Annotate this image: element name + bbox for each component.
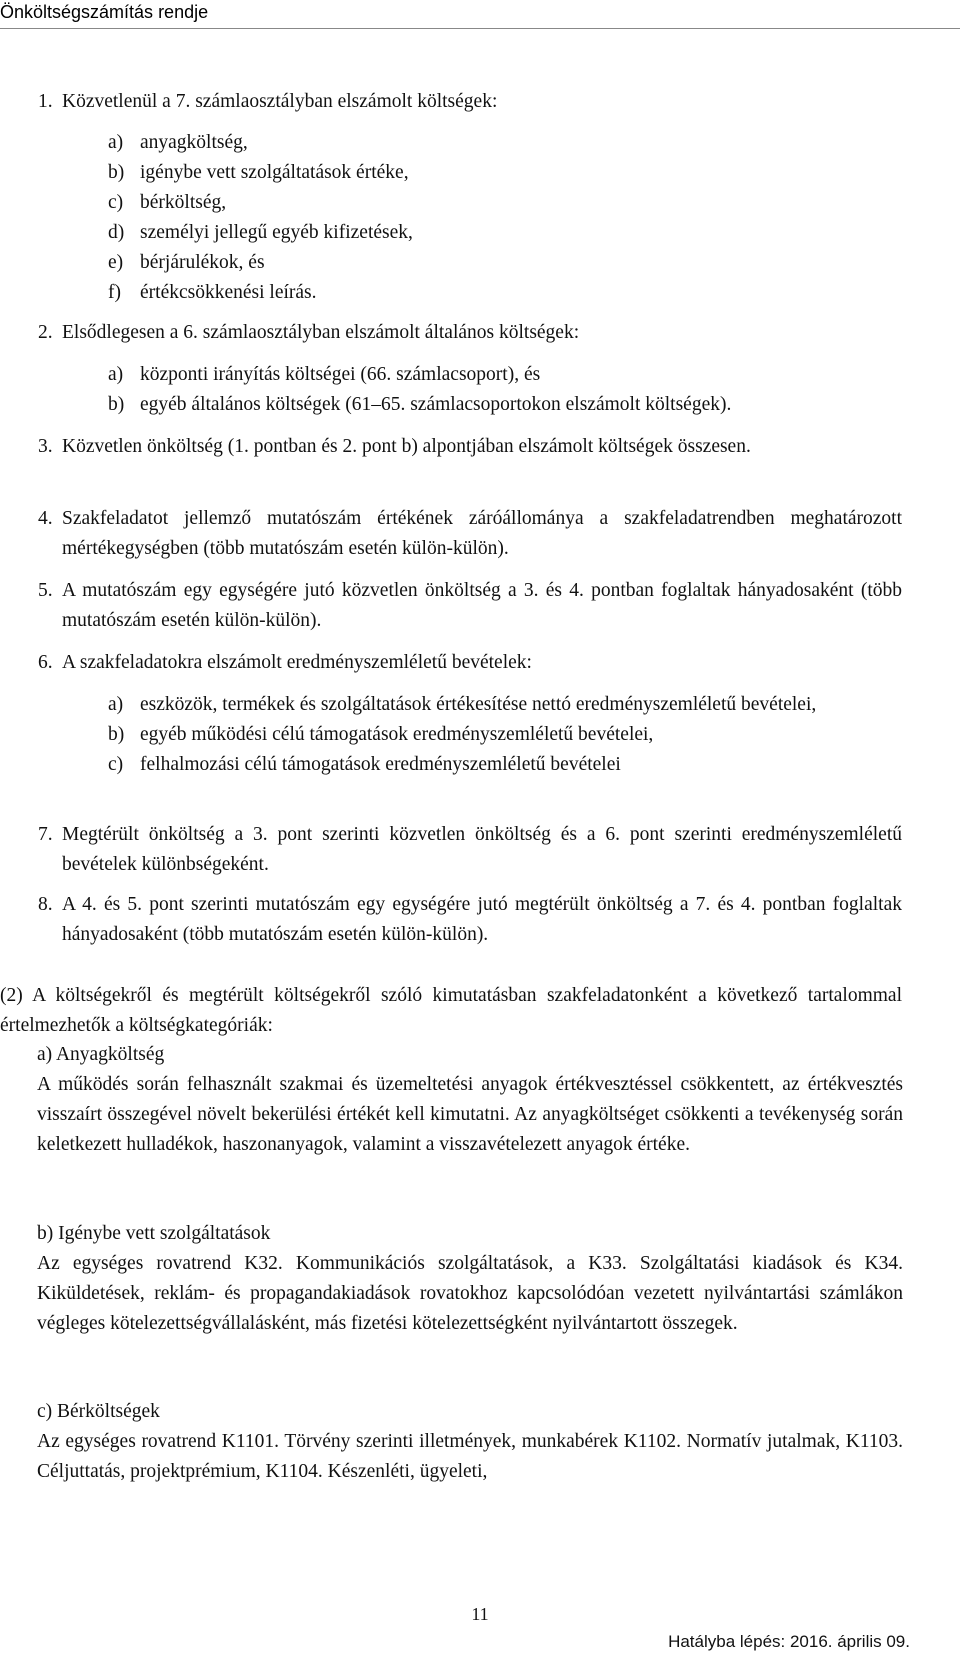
item-number: 6.	[38, 652, 53, 673]
numbered-item	[0, 576, 902, 636]
item-2	[0, 318, 902, 348]
sub-item	[0, 720, 900, 750]
item-6-sublist	[0, 690, 900, 780]
item-number: 1.	[38, 91, 53, 112]
sub-text: központi irányítás költségei (66. számlacsoport), és	[140, 364, 541, 385]
sub-marker: a)	[108, 364, 124, 385]
item-text: Megtérült önköltség a 3. pont szerinti közvetlen önköltség és a 6. pont szerinti eredményszemléletű bevételek különbségeként.	[62, 824, 902, 875]
item-number: 3.	[38, 436, 53, 457]
item-text: A szakfeladatokra elszámolt eredményszemléletű bevételek:	[62, 652, 532, 673]
category-title: c) Bérköltségek	[37, 1401, 160, 1422]
sub-marker: c)	[108, 192, 124, 213]
sub-text: bérköltség,	[140, 192, 227, 213]
numbered-item	[0, 504, 902, 564]
category-title: b) Igénybe vett szolgáltatások	[37, 1223, 271, 1244]
item-1-sublist	[0, 128, 900, 308]
item-text: A mutatószám egy egységére jutó közvetlen önköltség a 3. és 4. pontban foglaltak hányadosaként (több mutatószám esetén külön-külön).	[62, 580, 902, 631]
category-body: Az egységes rovatrend K32. Kommunikációs szolgáltatások, a K33. Szolgáltatási kiadások és K34. Kiküldetések, reklám- és propagandakiadások rovatokhoz kapcsolódóan vezetett nyilvántartási számlákon végleges kötelezettségvállalásként, más fizetési kötelezettségként nyilvántartott összegek.	[37, 1253, 903, 1334]
item-number: 7.	[38, 824, 53, 845]
sub-item	[0, 360, 900, 390]
sub-text: anyagköltség,	[140, 132, 248, 153]
category-body: A működés során felhasznált szakmai és üzemeltetési anyagok értékvesztéssel csökkentett, az értékvesztés visszaírt összegével növelt bekerülési értékét kell kimutatni. Az anyagköltséget csökkenti a tevékenység során keletkezett hulladékok, haszonanyagok, valamint a visszavételezett anyagok értéke.	[37, 1074, 903, 1155]
item-4	[0, 504, 902, 564]
item-number: 4.	[38, 508, 53, 529]
item-number: 8.	[38, 894, 53, 915]
sub-text: igénybe vett szolgáltatások értéke,	[140, 162, 409, 183]
sub-text: bérjárulékok, és	[140, 252, 265, 273]
category-body: Az egységes rovatrend K1101. Törvény szerinti illetmények, munkabérek K1102. Normatív jutalmak, K1103. Céljuttatás, projektprémium, K1104. Készenléti, ügyeleti,	[37, 1431, 903, 1482]
item-8	[0, 890, 902, 950]
item-7	[0, 820, 902, 880]
item-2-sublist	[0, 360, 900, 420]
item-number: 5.	[38, 580, 53, 601]
numbered-item	[0, 648, 902, 678]
item-text: Közvetlen önköltség (1. pontban és 2. pont b) alpontjában elszámolt költségek összesen.	[62, 436, 751, 457]
numbered-item	[0, 890, 902, 950]
sub-item	[0, 218, 900, 248]
item-1	[0, 87, 902, 117]
section-2-intro: (2) A költségekről és megtérült költségekről szóló kimutatásban szakfeladatonként a következő tartalommal értelmezhetők a költségkategóriák:	[0, 985, 902, 1036]
sub-marker: b)	[108, 162, 125, 183]
sub-marker: e)	[108, 252, 124, 273]
sub-item	[0, 390, 900, 420]
sub-marker: f)	[108, 282, 121, 303]
sub-text: egyéb általános költségek (61–65. számlacsoportokon elszámolt költségek).	[140, 394, 732, 415]
header-rule	[0, 28, 960, 29]
sub-marker: a)	[108, 694, 124, 715]
sub-item	[0, 750, 900, 780]
sub-marker: c)	[108, 754, 124, 775]
sub-item	[0, 188, 900, 218]
item-3	[0, 432, 902, 462]
sub-text: személyi jellegű egyéb kifizetések,	[140, 222, 413, 243]
item-text: Közvetlenül a 7. számlaosztályban elszámolt költségek:	[62, 91, 498, 112]
item-5	[0, 576, 902, 636]
item-number: 2.	[38, 322, 53, 343]
sub-text: felhalmozási célú támogatások eredményszemléletű bevételei	[140, 754, 621, 775]
sub-text: egyéb működési célú támogatások eredményszemléletű bevételei,	[140, 724, 654, 745]
sub-text: értékcsökkenési leírás.	[140, 282, 317, 303]
page-number: 11	[471, 1604, 489, 1624]
numbered-item	[0, 820, 902, 880]
sub-marker: d)	[108, 222, 125, 243]
sub-marker: b)	[108, 724, 125, 745]
effective-date: Hatályba lépés: 2016. április 09.	[668, 1632, 910, 1651]
sub-item	[0, 248, 900, 278]
running-header: Önköltségszámítás rendje	[0, 2, 209, 22]
category-title: a) Anyagköltség	[37, 1044, 165, 1065]
sub-item	[0, 158, 900, 188]
sub-text: eszközök, termékek és szolgáltatások értékesítése nettó eredményszemléletű bevételei,	[140, 694, 817, 715]
sub-item	[0, 690, 900, 720]
item-6	[0, 648, 902, 678]
sub-item	[0, 128, 900, 158]
sub-marker: a)	[108, 132, 124, 153]
numbered-item	[0, 318, 902, 348]
numbered-item	[0, 432, 902, 462]
sub-marker: b)	[108, 394, 125, 415]
numbered-item	[0, 87, 902, 117]
item-text: A 4. és 5. pont szerinti mutatószám egy egységére jutó megtérült önköltség a 7. és 4. pontban foglaltak hányadosaként (több mutatószám esetén külön-külön).	[62, 894, 902, 945]
item-text: Szakfeladatot jellemző mutatószám értékének záróállománya a szakfeladatrendben meghatározott mértékegységben (több mutatószám esetén külön-külön).	[62, 508, 902, 559]
sub-item	[0, 278, 900, 308]
item-text: Elsődlegesen a 6. számlaosztályban elszámolt általános költségek:	[62, 322, 580, 343]
